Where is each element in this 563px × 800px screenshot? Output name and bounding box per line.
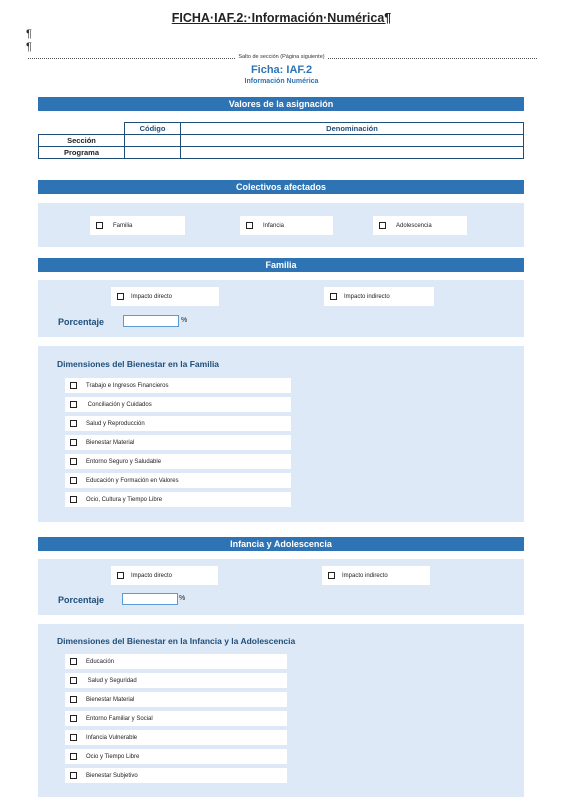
ficha-title: Ficha: IAF.2 — [250, 64, 313, 76]
familia-porcentaje-label: Porcentaje — [58, 317, 105, 327]
checkbox-icon — [70, 420, 77, 427]
seccion-denominacion-cell[interactable] — [181, 135, 524, 147]
dimension-label: Salud y Seguridad — [86, 677, 137, 684]
checkbox-icon — [117, 572, 124, 579]
dimension-label: Bienestar Material — [86, 696, 135, 703]
checkbox-icon — [70, 382, 77, 389]
row-programa-label: Programa — [39, 147, 125, 159]
dimension-label: Ocio y Tiempo Libre — [86, 753, 140, 760]
familia-percent-sign: % — [181, 317, 188, 324]
checkbox-icon — [70, 458, 77, 465]
checkbox-icon — [70, 401, 77, 408]
infancia-percent-sign: % — [179, 595, 186, 602]
checkbox-icon — [379, 222, 386, 229]
dimension-label: Salud y Reproducción — [86, 420, 145, 427]
dimension-checkbox[interactable] — [65, 435, 291, 450]
infancia-impacto-indirecto-checkbox[interactable]: Impacto indirecto — [322, 566, 430, 585]
dimension-label: Ocio, Cultura y Tiempo Libre — [86, 496, 163, 503]
dimension-checkbox[interactable] — [65, 473, 291, 488]
checkbox-icon — [246, 222, 253, 229]
infancia-header-bar: Infancia y Adolescencia — [38, 537, 524, 551]
checkbox-icon — [70, 715, 77, 722]
dimension-checkbox[interactable] — [65, 378, 291, 393]
dimension-label: Conciliación y Cuidados — [86, 401, 152, 408]
dimension-checkbox[interactable] — [65, 730, 287, 745]
checkbox-icon — [330, 293, 337, 300]
valores-header-bar: Valores de la asignación — [38, 97, 524, 111]
dimension-label: Bienestar Material — [86, 439, 135, 446]
dimension-checkbox[interactable] — [65, 416, 291, 431]
checkbox-icon — [70, 496, 77, 503]
dimension-checkbox[interactable] — [65, 454, 291, 469]
dimension-label: Trabajo e Ingresos Financieros — [86, 382, 169, 389]
ficha-subtitle: Información Numérica — [244, 78, 319, 85]
col-codigo-header: Código — [125, 123, 181, 135]
dimension-checkbox[interactable] — [65, 654, 287, 669]
checkbox-icon — [70, 753, 77, 760]
checkbox-icon — [70, 696, 77, 703]
checkbox-icon — [70, 772, 77, 779]
colectivo-familia-checkbox[interactable]: Familia — [90, 216, 185, 235]
checkbox-icon — [70, 734, 77, 741]
dimension-checkbox[interactable] — [65, 768, 287, 783]
familia-dimensiones-title: Dimensiones del Bienestar en la Familia — [57, 359, 220, 369]
document-title: FICHA·IAF.2:·Información·Numérica¶ — [171, 11, 392, 25]
dimension-checkbox[interactable] — [65, 673, 287, 688]
colectivos-header-bar: Colectivos afectados — [38, 180, 524, 194]
col-denominacion-header: Denominación — [181, 123, 524, 135]
checkbox-icon — [70, 477, 77, 484]
checkbox-icon — [70, 658, 77, 665]
pilcrow-mark: ¶ — [26, 28, 32, 40]
dimension-label: Educación y Formación en Valores — [86, 477, 179, 484]
checkbox-icon — [96, 222, 103, 229]
pilcrow-mark: ¶ — [26, 41, 32, 53]
section-break-label: Salto de sección (Página siguiente) — [0, 54, 563, 60]
checkbox-icon — [328, 572, 335, 579]
dimension-label: Entorno Seguro y Saludable — [86, 458, 162, 465]
dimension-label: Educación — [86, 658, 115, 665]
dimension-label: Infancia Vulnerable — [86, 734, 138, 741]
valores-table — [38, 122, 524, 159]
programa-denominacion-cell[interactable] — [181, 147, 524, 159]
familia-porcentaje-input[interactable] — [123, 315, 179, 327]
dimension-checkbox[interactable] — [65, 692, 287, 707]
infancia-porcentaje-label: Porcentaje — [58, 595, 105, 605]
row-seccion-label: Sección — [39, 135, 125, 147]
checkbox-icon — [117, 293, 124, 300]
dimension-checkbox[interactable] — [65, 711, 287, 726]
infancia-porcentaje-input[interactable] — [122, 593, 178, 605]
familia-impacto-directo-checkbox[interactable]: Impacto directo — [111, 287, 219, 306]
dimension-label: Entorno Familiar y Social — [86, 715, 153, 722]
checkbox-icon — [70, 677, 77, 684]
dimension-checkbox[interactable] — [65, 397, 291, 412]
checkbox-icon — [70, 439, 77, 446]
familia-impacto-indirecto-checkbox[interactable]: Impacto indirecto — [324, 287, 434, 306]
colectivo-infancia-checkbox[interactable]: Infancia — [240, 216, 333, 235]
familia-header-bar: Familia — [38, 258, 524, 272]
infancia-impacto-directo-checkbox[interactable]: Impacto directo — [111, 566, 218, 585]
dimension-checkbox[interactable] — [65, 749, 287, 764]
colectivo-adolescencia-checkbox[interactable]: Adolescencia — [373, 216, 467, 235]
infancia-dimensiones-title: Dimensiones del Bienestar en la Infancia y la Adolescencia — [57, 636, 296, 646]
programa-codigo-cell[interactable] — [125, 147, 181, 159]
seccion-codigo-cell[interactable] — [125, 135, 181, 147]
dimension-label: Bienestar Subjetivo — [86, 772, 138, 779]
dimension-checkbox[interactable] — [65, 492, 291, 507]
